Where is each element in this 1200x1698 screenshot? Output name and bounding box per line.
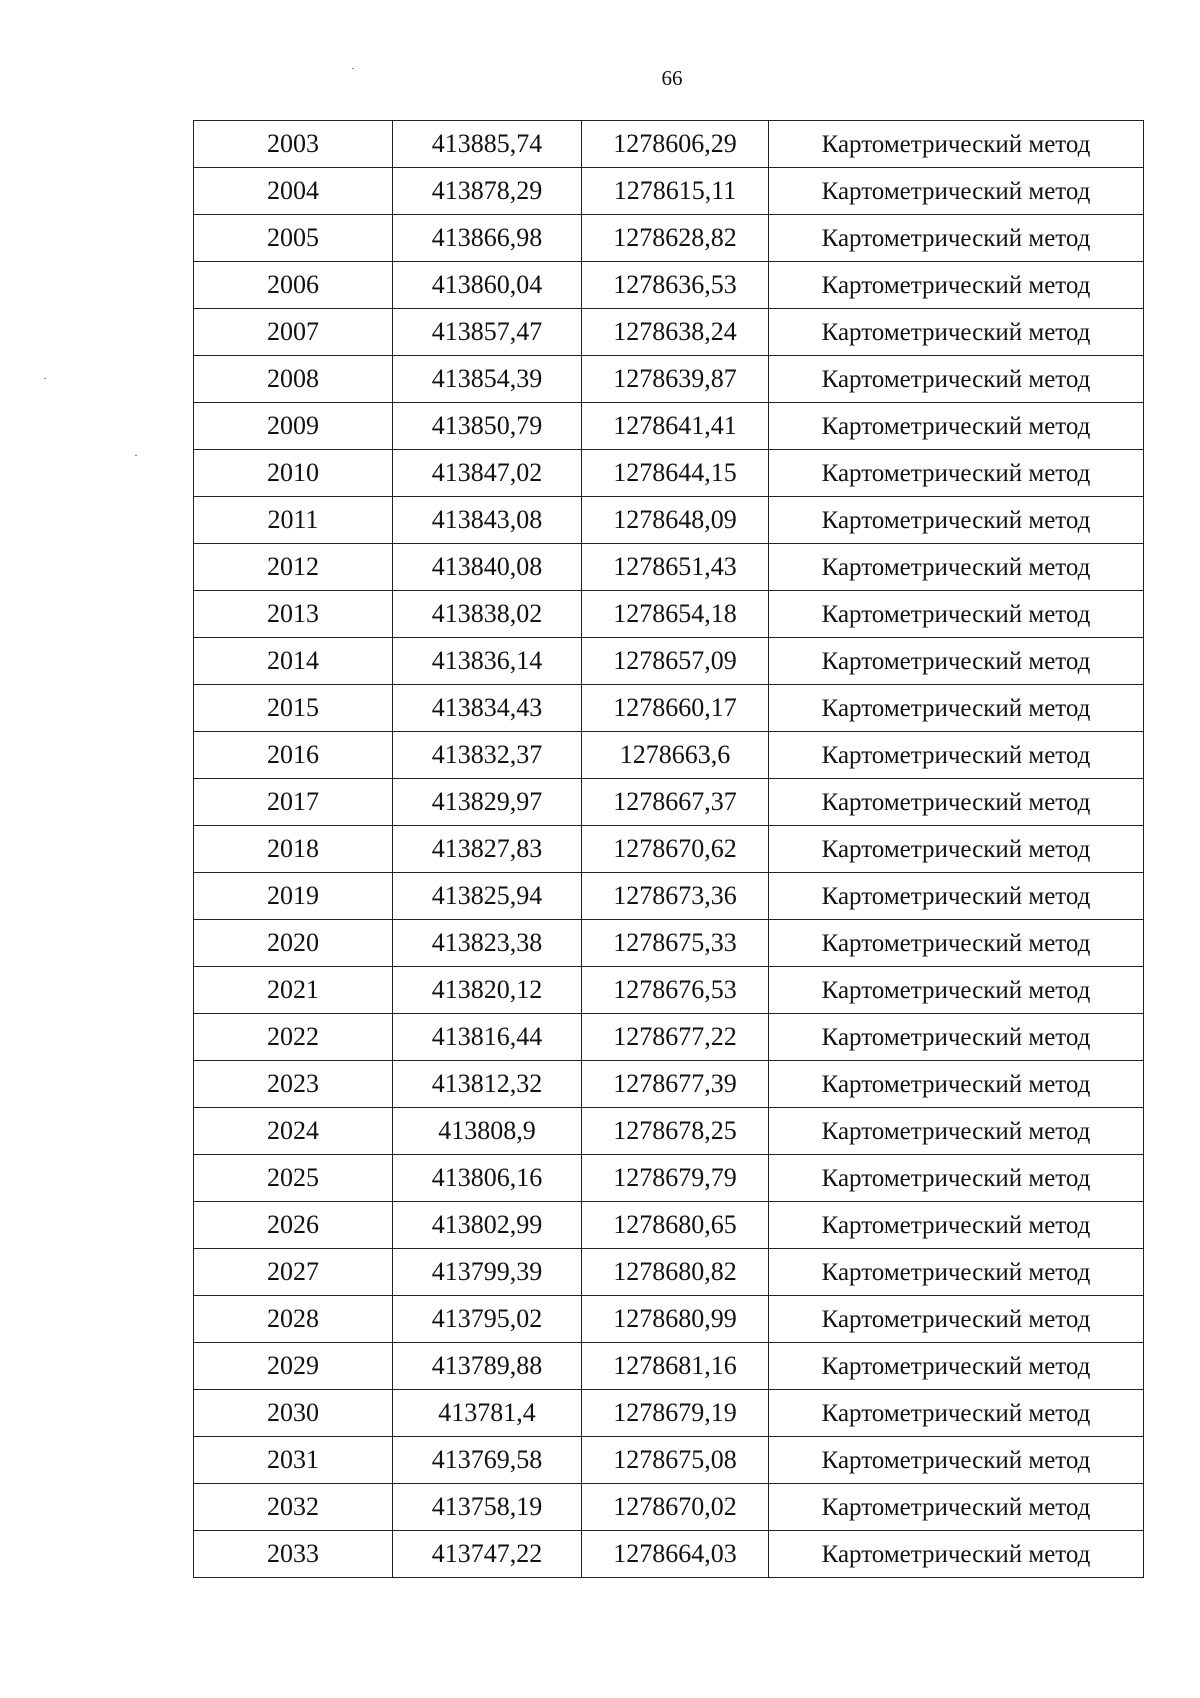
table-row: [194, 1390, 1144, 1437]
point-number-cell: 2022: [194, 1014, 393, 1061]
point-number-cell: 2024: [194, 1108, 393, 1155]
x-coordinate-cell: 413840,08: [393, 544, 582, 591]
x-coordinate-cell: 413823,38: [393, 920, 582, 967]
table-row: [194, 591, 1144, 638]
y-coordinate-cell: 1278679,19: [582, 1390, 769, 1437]
method-cell: Картометрический метод: [769, 1014, 1144, 1061]
x-coordinate-cell: 413850,79: [393, 403, 582, 450]
y-coordinate-cell: 1278648,09: [582, 497, 769, 544]
point-number-cell: 2003: [194, 121, 393, 168]
x-coordinate-cell: 413802,99: [393, 1202, 582, 1249]
table-row: [194, 1202, 1144, 1249]
point-number-cell: 2012: [194, 544, 393, 591]
table-row: [194, 1296, 1144, 1343]
x-coordinate-cell: 413799,39: [393, 1249, 582, 1296]
y-coordinate-cell: 1278680,99: [582, 1296, 769, 1343]
table-row: [194, 1484, 1144, 1531]
y-coordinate-cell: 1278677,39: [582, 1061, 769, 1108]
point-number-cell: 2031: [194, 1437, 393, 1484]
table-row: [194, 497, 1144, 544]
y-coordinate-cell: 1278657,09: [582, 638, 769, 685]
x-coordinate-cell: 413820,12: [393, 967, 582, 1014]
coordinates-table: [193, 120, 1144, 1578]
point-number-cell: 2015: [194, 685, 393, 732]
y-coordinate-cell: 1278667,37: [582, 779, 769, 826]
table-row: [194, 1437, 1144, 1484]
method-cell: Картометрический метод: [769, 779, 1144, 826]
table-row: [194, 1108, 1144, 1155]
x-coordinate-cell: 413758,19: [393, 1484, 582, 1531]
y-coordinate-cell: 1278644,15: [582, 450, 769, 497]
table-row: [194, 685, 1144, 732]
method-cell: Картометрический метод: [769, 403, 1144, 450]
point-number-cell: 2018: [194, 826, 393, 873]
method-cell: Картометрический метод: [769, 544, 1144, 591]
x-coordinate-cell: 413836,14: [393, 638, 582, 685]
y-coordinate-cell: 1278675,08: [582, 1437, 769, 1484]
table-row: [194, 779, 1144, 826]
method-cell: Картометрический метод: [769, 1155, 1144, 1202]
scan-speck: [352, 68, 354, 69]
y-coordinate-cell: 1278651,43: [582, 544, 769, 591]
table-row: [194, 1061, 1144, 1108]
method-cell: Картометрический метод: [769, 121, 1144, 168]
y-coordinate-cell: 1278654,18: [582, 591, 769, 638]
y-coordinate-cell: 1278628,82: [582, 215, 769, 262]
y-coordinate-cell: 1278680,65: [582, 1202, 769, 1249]
y-coordinate-cell: 1278638,24: [582, 309, 769, 356]
point-number-cell: 2019: [194, 873, 393, 920]
method-cell: Картометрический метод: [769, 168, 1144, 215]
x-coordinate-cell: 413885,74: [393, 121, 582, 168]
y-coordinate-cell: 1278606,29: [582, 121, 769, 168]
x-coordinate-cell: 413769,58: [393, 1437, 582, 1484]
x-coordinate-cell: 413795,02: [393, 1296, 582, 1343]
table-row: [194, 450, 1144, 497]
y-coordinate-cell: 1278678,25: [582, 1108, 769, 1155]
table-row: [194, 262, 1144, 309]
method-cell: Картометрический метод: [769, 262, 1144, 309]
x-coordinate-cell: 413860,04: [393, 262, 582, 309]
y-coordinate-cell: 1278675,33: [582, 920, 769, 967]
x-coordinate-cell: 413816,44: [393, 1014, 582, 1061]
method-cell: Картометрический метод: [769, 920, 1144, 967]
x-coordinate-cell: 413866,98: [393, 215, 582, 262]
method-cell: Картометрический метод: [769, 732, 1144, 779]
y-coordinate-cell: 1278670,62: [582, 826, 769, 873]
point-number-cell: 2010: [194, 450, 393, 497]
method-cell: Картометрический метод: [769, 1390, 1144, 1437]
method-cell: Картометрический метод: [769, 1061, 1144, 1108]
y-coordinate-cell: 1278615,11: [582, 168, 769, 215]
table-row: [194, 920, 1144, 967]
point-number-cell: 2027: [194, 1249, 393, 1296]
y-coordinate-cell: 1278639,87: [582, 356, 769, 403]
y-coordinate-cell: 1278641,41: [582, 403, 769, 450]
point-number-cell: 2013: [194, 591, 393, 638]
method-cell: Картометрический метод: [769, 309, 1144, 356]
point-number-cell: 2017: [194, 779, 393, 826]
method-cell: Картометрический метод: [769, 967, 1144, 1014]
point-number-cell: 2011: [194, 497, 393, 544]
table-row: [194, 215, 1144, 262]
x-coordinate-cell: 413857,47: [393, 309, 582, 356]
y-coordinate-cell: 1278663,6: [582, 732, 769, 779]
x-coordinate-cell: 413878,29: [393, 168, 582, 215]
scan-speck: [135, 455, 137, 456]
y-coordinate-cell: 1278676,53: [582, 967, 769, 1014]
point-number-cell: 2029: [194, 1343, 393, 1390]
method-cell: Картометрический метод: [769, 1202, 1144, 1249]
x-coordinate-cell: 413808,9: [393, 1108, 582, 1155]
x-coordinate-cell: 413806,16: [393, 1155, 582, 1202]
y-coordinate-cell: 1278679,79: [582, 1155, 769, 1202]
y-coordinate-cell: 1278636,53: [582, 262, 769, 309]
method-cell: Картометрический метод: [769, 591, 1144, 638]
table-row: [194, 121, 1144, 168]
table-row: [194, 403, 1144, 450]
y-coordinate-cell: 1278664,03: [582, 1531, 769, 1578]
point-number-cell: 2016: [194, 732, 393, 779]
table-row: [194, 873, 1144, 920]
method-cell: Картометрический метод: [769, 826, 1144, 873]
point-number-cell: 2005: [194, 215, 393, 262]
point-number-cell: 2023: [194, 1061, 393, 1108]
point-number-cell: 2033: [194, 1531, 393, 1578]
method-cell: Картометрический метод: [769, 873, 1144, 920]
method-cell: Картометрический метод: [769, 1343, 1144, 1390]
table-row: [194, 1249, 1144, 1296]
x-coordinate-cell: 413789,88: [393, 1343, 582, 1390]
point-number-cell: 2032: [194, 1484, 393, 1531]
table-row: [194, 1531, 1144, 1578]
page-number: 66: [661, 66, 683, 90]
point-number-cell: 2028: [194, 1296, 393, 1343]
method-cell: Картометрический метод: [769, 1531, 1144, 1578]
method-cell: Картометрический метод: [769, 356, 1144, 403]
table-row: [194, 309, 1144, 356]
point-number-cell: 2025: [194, 1155, 393, 1202]
point-number-cell: 2014: [194, 638, 393, 685]
point-number-cell: 2007: [194, 309, 393, 356]
method-cell: Картометрический метод: [769, 1249, 1144, 1296]
table-row: [194, 732, 1144, 779]
method-cell: Картометрический метод: [769, 215, 1144, 262]
table-row: [194, 356, 1144, 403]
table-row: [194, 1155, 1144, 1202]
x-coordinate-cell: 413812,32: [393, 1061, 582, 1108]
coordinates-table-body: [194, 121, 1144, 1578]
point-number-cell: 2020: [194, 920, 393, 967]
y-coordinate-cell: 1278673,36: [582, 873, 769, 920]
point-number-cell: 2021: [194, 967, 393, 1014]
table-row: [194, 544, 1144, 591]
x-coordinate-cell: 413829,97: [393, 779, 582, 826]
method-cell: Картометрический метод: [769, 1296, 1144, 1343]
table-row: [194, 638, 1144, 685]
method-cell: Картометрический метод: [769, 1437, 1144, 1484]
method-cell: Картометрический метод: [769, 1484, 1144, 1531]
y-coordinate-cell: 1278677,22: [582, 1014, 769, 1061]
point-number-cell: 2006: [194, 262, 393, 309]
method-cell: Картометрический метод: [769, 450, 1144, 497]
scan-speck: [44, 378, 46, 379]
table-row: [194, 168, 1144, 215]
y-coordinate-cell: 1278680,82: [582, 1249, 769, 1296]
point-number-cell: 2004: [194, 168, 393, 215]
point-number-cell: 2009: [194, 403, 393, 450]
x-coordinate-cell: 413832,37: [393, 732, 582, 779]
x-coordinate-cell: 413747,22: [393, 1531, 582, 1578]
x-coordinate-cell: 413834,43: [393, 685, 582, 732]
point-number-cell: 2030: [194, 1390, 393, 1437]
y-coordinate-cell: 1278681,16: [582, 1343, 769, 1390]
x-coordinate-cell: 413854,39: [393, 356, 582, 403]
method-cell: Картометрический метод: [769, 685, 1144, 732]
method-cell: Картометрический метод: [769, 497, 1144, 544]
table-row: [194, 967, 1144, 1014]
x-coordinate-cell: 413843,08: [393, 497, 582, 544]
x-coordinate-cell: 413838,02: [393, 591, 582, 638]
point-number-cell: 2008: [194, 356, 393, 403]
x-coordinate-cell: 413847,02: [393, 450, 582, 497]
table-row: [194, 826, 1144, 873]
x-coordinate-cell: 413827,83: [393, 826, 582, 873]
point-number-cell: 2026: [194, 1202, 393, 1249]
x-coordinate-cell: 413825,94: [393, 873, 582, 920]
table-row: [194, 1343, 1144, 1390]
method-cell: Картометрический метод: [769, 1108, 1144, 1155]
y-coordinate-cell: 1278660,17: [582, 685, 769, 732]
method-cell: Картометрический метод: [769, 638, 1144, 685]
table-row: [194, 1014, 1144, 1061]
y-coordinate-cell: 1278670,02: [582, 1484, 769, 1531]
x-coordinate-cell: 413781,4: [393, 1390, 582, 1437]
